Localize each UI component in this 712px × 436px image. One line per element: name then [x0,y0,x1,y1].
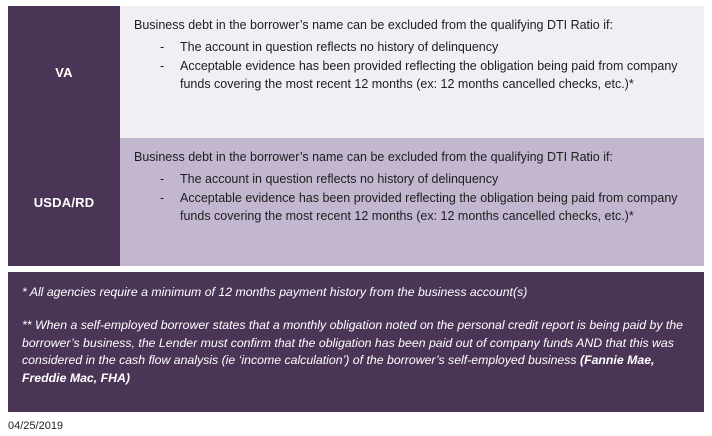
divider [0,412,712,414]
bullet-dash-icon: - [160,40,165,55]
footnotes-panel [8,272,704,412]
slide-date: 04/25/2019 [8,420,64,432]
list-item [134,38,692,56]
bullet-text: Acceptable evidence has been provided reflecting the obligation being paid from company funds covering the most recent 12 months (ex: 12 months cancelled checks, etc.)* [180,59,678,92]
row-intro-text: Business debt in the borrower’s name can be excluded from the qualifying DTI Ratio if: [134,150,613,164]
bullet-dash-icon: - [160,191,165,206]
row-label-text: VA [55,64,73,80]
row-content-va [120,6,704,138]
bullet-text: The account in question reflects no history of delinquency [180,40,499,55]
bullet-dash-icon: - [160,172,165,187]
row-label-text: USDA/RD [33,194,95,210]
footnote-agencies-text: (Fannie Mae, Freddie Mac, FHA) [22,353,655,385]
footnote-double-asterisk [22,317,690,387]
bullet-text: Acceptable evidence has been provided reflecting the obligation being paid from company funds covering the most recent 12 months (ex: 12 months cancelled checks, etc.)* [180,191,678,224]
list-item [134,57,692,93]
bullet-text: The account in question reflects no history of delinquency [180,172,499,187]
row-content-usda-rd [120,138,704,266]
footnote-body-text: ** When a self-employed borrower states that a monthly obligation noted on the personal credit report is being paid by the borrower’s business, the Lender must confirm that the obligation has been paid out of company funds AND that this was considered in the cash flow analysis (ie ‘income calculation’) of the borrower’s self-employed business [22,318,683,368]
list-item [134,189,692,225]
guidelines-table [8,6,704,266]
bullet-list [134,38,692,93]
table-row [8,138,704,266]
bullet-dash-icon: - [160,59,165,74]
bullet-list [134,170,692,225]
row-label-usda-rd [8,138,120,266]
row-label-va [8,6,120,138]
row-intro-text: Business debt in the borrower’s name can be excluded from the qualifying DTI Ratio if: [134,18,613,32]
footnote-single-asterisk: * All agencies require a minimum of 12 months payment history from the business account(s) [22,285,528,299]
list-item [134,170,692,188]
table-row [8,6,704,138]
